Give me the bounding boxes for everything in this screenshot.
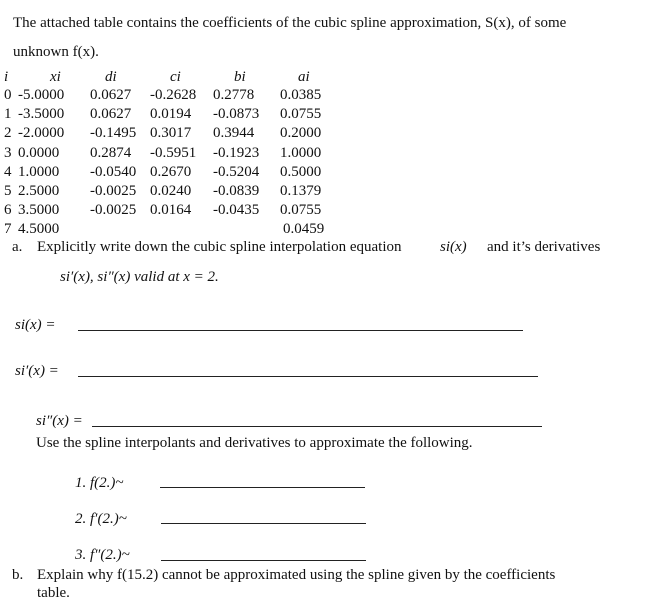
spp-label: si″(x) = bbox=[36, 413, 83, 429]
table-cell: 0.2670 bbox=[150, 163, 192, 180]
table-cell: 2 bbox=[4, 125, 12, 142]
part-b-line-1: Explain why f(15.2) cannot be approximated using the spline given by the coefficients bbox=[37, 567, 556, 583]
item-3-answer-line[interactable] bbox=[161, 560, 366, 561]
table-cell: 0.0194 bbox=[150, 106, 192, 123]
table-cell: 6 bbox=[4, 202, 12, 219]
table-cell: 7 bbox=[4, 221, 12, 238]
spp-answer-line[interactable] bbox=[92, 426, 542, 427]
table-cell: 0.0000 bbox=[18, 144, 60, 161]
table-cell: -0.5204 bbox=[213, 163, 260, 180]
part-a-label: a. bbox=[12, 239, 23, 255]
table-cell: -0.0025 bbox=[90, 183, 137, 199]
part-a-equation: si(x) bbox=[440, 239, 467, 255]
table-cell: 0.0755 bbox=[280, 202, 322, 219]
table-cell: 1.0000 bbox=[18, 163, 60, 180]
table-cell: -0.1495 bbox=[90, 125, 137, 142]
intro-line-1: The attached table contains the coefficients of the cubic spline approximation, S(x), of some bbox=[13, 15, 567, 31]
part-b-label: b. bbox=[12, 567, 24, 583]
item-3: 3. f″(2.)~ bbox=[75, 547, 130, 563]
table-cell: 0 bbox=[4, 87, 12, 103]
table-cell: -0.5951 bbox=[150, 144, 197, 161]
table-cell: 2.5000 bbox=[18, 183, 60, 199]
part-a-text: Explicitly write down the cubic spline interpolation equation bbox=[37, 239, 402, 255]
table-cell: 1 bbox=[4, 106, 12, 123]
table-cell: 3 bbox=[4, 144, 12, 161]
table-header-d: di bbox=[105, 69, 117, 85]
table-cell: 3.5000 bbox=[18, 202, 60, 219]
table-cell: -0.0873 bbox=[213, 106, 260, 123]
table-cell: 0.5000 bbox=[280, 163, 322, 180]
table-cell: -0.0025 bbox=[90, 202, 137, 219]
table-cell: 0.0240 bbox=[150, 183, 192, 199]
table-cell: 5 bbox=[4, 183, 12, 199]
table-cell: 0.0755 bbox=[280, 106, 322, 123]
table-header-x: xi bbox=[50, 69, 61, 85]
table-header-b: bi bbox=[234, 69, 246, 85]
table-cell: 0.2778 bbox=[213, 87, 255, 103]
table-cell: 4 bbox=[4, 163, 12, 180]
table-cell: -3.5000 bbox=[18, 106, 65, 123]
table-cell: 0.3944 bbox=[213, 125, 255, 142]
table-header-c: ci bbox=[170, 69, 181, 85]
part-a-derivatives-line: si′(x), si″(x) valid at x = 2. bbox=[60, 269, 219, 285]
use-text: Use the spline interpolants and derivatives to approximate the following. bbox=[36, 435, 473, 451]
table-cell: 0.1379 bbox=[280, 183, 322, 199]
table-header-a: ai bbox=[298, 69, 310, 85]
sp-answer-line[interactable] bbox=[78, 376, 538, 377]
table-cell: -0.2628 bbox=[150, 87, 197, 103]
item-2-answer-line[interactable] bbox=[161, 523, 366, 524]
item-2: 2. f′(2.)~ bbox=[75, 511, 127, 527]
table-cell: 1.0000 bbox=[280, 144, 322, 161]
table-cell: 0.0627 bbox=[90, 106, 132, 123]
table-header-i: i bbox=[4, 69, 9, 85]
item-1: 1. f(2.)~ bbox=[75, 475, 124, 491]
table-cell: 4.5000 bbox=[18, 221, 60, 238]
table-cell: 0.3017 bbox=[150, 125, 192, 142]
table-cell: 0.0627 bbox=[90, 87, 132, 103]
table-cell: -0.0839 bbox=[213, 183, 260, 199]
table-cell: 0.0385 bbox=[280, 87, 322, 103]
part-b-line-2: table. bbox=[37, 585, 70, 601]
table-cell: -0.1923 bbox=[213, 144, 260, 161]
table-cell: -2.0000 bbox=[18, 125, 65, 142]
table-cell: 0.0164 bbox=[150, 202, 192, 219]
intro-line-2: unknown f(x). bbox=[13, 44, 99, 60]
table-cell: 0.0459 bbox=[283, 221, 325, 238]
table-cell: -0.0540 bbox=[90, 163, 137, 180]
item-1-answer-line[interactable] bbox=[160, 487, 365, 488]
table-cell: -0.0435 bbox=[213, 202, 260, 219]
sp-label: si′(x) = bbox=[15, 363, 59, 379]
s-answer-line[interactable] bbox=[78, 330, 523, 331]
table-cell: 0.2000 bbox=[280, 125, 322, 142]
table-cell: -5.0000 bbox=[18, 87, 65, 103]
s-label: si(x) = bbox=[15, 317, 56, 333]
part-a-text-2: and it’s derivatives bbox=[487, 239, 601, 255]
table-cell: 0.2874 bbox=[90, 144, 132, 161]
